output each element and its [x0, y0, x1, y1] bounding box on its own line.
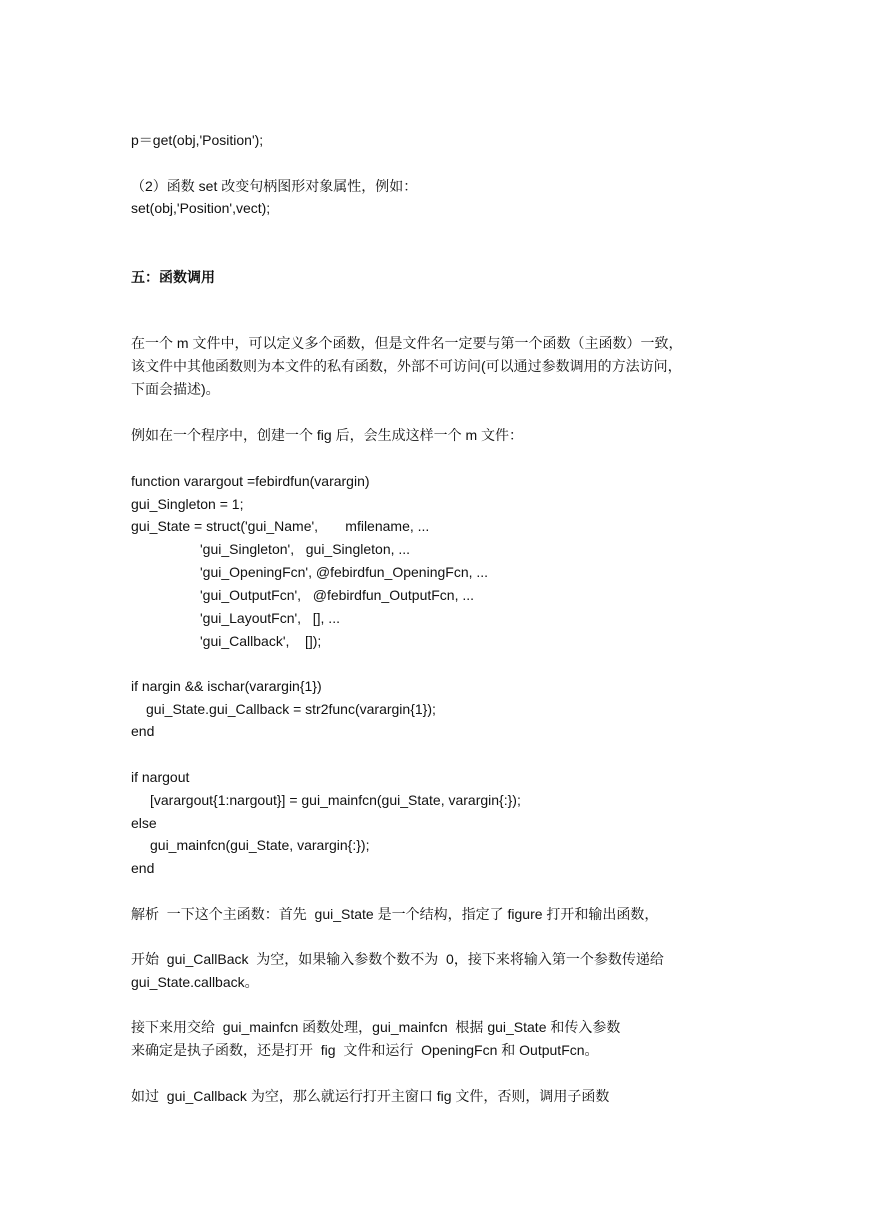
code-line: function varargout =febirdfun(varargin) [131, 473, 370, 489]
code-line: if nargin && ischar(varargin{1}) [131, 678, 322, 694]
code-line: gui_Singleton = 1; [131, 496, 244, 512]
paragraph-line: （2）函数 set 改变句柄图形对象属性，例如： [131, 178, 418, 194]
paragraph-line: gui_State.callback。 [131, 974, 259, 990]
section-heading: 五：函数调用 [131, 269, 215, 285]
code-line: 'gui_OutputFcn', @febirdfun_OutputFcn, ... [200, 587, 475, 603]
paragraph-line: 例如在一个程序中，创建一个 fig 后，会生成这样一个 m 文件： [131, 427, 524, 443]
code-line: 'gui_OpeningFcn', @febirdfun_OpeningFcn, ... [200, 564, 489, 580]
paragraph-line: 如过 gui_Callback 为空，那么就运行打开主窗口 fig 文件，否则，调用子函数 [131, 1088, 610, 1104]
code-line: end [131, 723, 155, 739]
paragraph-line: 在一个 m 文件中，可以定义多个函数，但是文件名一定要与第一个函数（主函数）一致， [131, 335, 683, 351]
code-line: p＝get(obj,'Position'); [131, 132, 264, 148]
code-line: gui_State.gui_Callback = str2func(varargin{1}); [146, 701, 436, 717]
code-line: gui_State = struct('gui_Name', mfilename, ... [131, 518, 430, 534]
paragraph-line: 下面会描述)。 [131, 381, 220, 397]
code-line: 'gui_LayoutFcn', [], ... [200, 610, 340, 626]
code-line: else [131, 815, 157, 831]
code-line: 'gui_Singleton', gui_Singleton, ... [200, 541, 411, 557]
paragraph-line: 接下来用交给 gui_mainfcn 函数处理，gui_mainfcn 根据 gui_State 和传入参数 [131, 1019, 621, 1035]
paragraph-line: 来确定是执子函数，还是打开 fig 文件和运行 OpeningFcn 和 OutputFcn。 [131, 1042, 599, 1058]
code-line: [varargout{1:nargout}] = gui_mainfcn(gui_State, varargin{:}); [150, 792, 521, 808]
paragraph-line: 解析 一下这个主函数：首先 gui_State 是一个结构，指定了 figure 打开和输出函数， [131, 906, 659, 922]
paragraph-line: 该文件中其他函数则为本文件的私有函数，外部不可访问(可以通过参数调用的方法访问， [131, 358, 682, 374]
paragraph-line: 开始 gui_CallBack 为空，如果输入参数个数不为 0，接下来将输入第一个参数传递给 [131, 951, 664, 967]
code-line: set(obj,'Position',vect); [131, 200, 271, 216]
code-line: gui_mainfcn(gui_State, varargin{:}); [150, 837, 370, 853]
code-line: 'gui_Callback', []); [200, 633, 322, 649]
code-line: end [131, 860, 155, 876]
code-line: if nargout [131, 769, 190, 785]
